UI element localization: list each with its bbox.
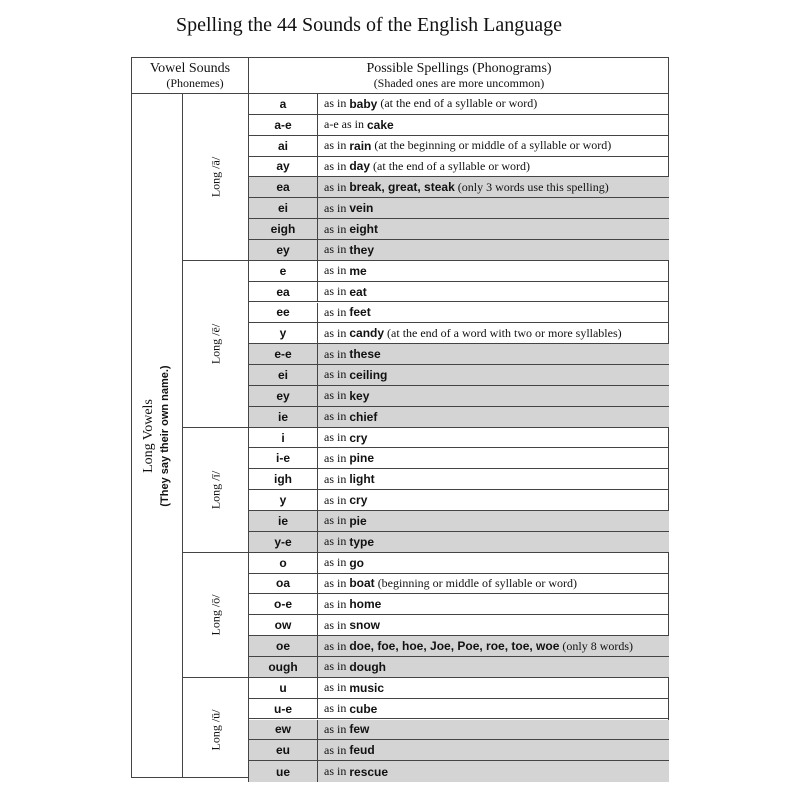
example-word: cube	[349, 701, 378, 716]
table-row	[249, 407, 669, 428]
group-label: Long /ō/	[208, 594, 223, 636]
example-prefix: as in	[324, 471, 347, 486]
example-cell	[324, 365, 390, 385]
example-prefix: as in	[324, 450, 347, 465]
table-row	[249, 428, 669, 449]
example-prefix: as in	[324, 200, 347, 215]
table-row	[249, 344, 669, 365]
phonogram-cell: oe	[249, 636, 318, 656]
example-prefix: as in	[324, 742, 347, 757]
example-prefix: as in	[324, 221, 347, 236]
example-word: candy	[349, 326, 385, 341]
phonogram-cell: y-e	[249, 532, 318, 552]
table-row	[249, 198, 669, 219]
example-prefix: as in	[324, 638, 347, 653]
table-row	[249, 136, 669, 157]
example-prefix: as in	[324, 304, 347, 319]
example-cell	[324, 94, 537, 114]
phonogram-cell: ai	[249, 136, 318, 156]
example-prefix: as in	[324, 555, 347, 570]
example-prefix: as in	[324, 492, 347, 507]
group-label-cell	[183, 553, 249, 678]
example-word: dough	[349, 659, 386, 674]
table-row	[249, 761, 669, 782]
phonogram-cell: y	[249, 323, 318, 343]
example-word: music	[349, 680, 385, 695]
example-prefix: as in	[324, 158, 347, 173]
example-note: (only 8 words)	[562, 638, 634, 653]
example-cell	[324, 115, 397, 135]
example-prefix: as in	[324, 575, 347, 590]
example-cell	[324, 553, 367, 573]
example-prefix: as in	[324, 388, 347, 403]
group-label-cell	[183, 678, 249, 782]
phonogram-cell: ew	[249, 720, 318, 740]
example-cell	[324, 323, 622, 343]
example-prefix: as in	[324, 263, 347, 278]
phonogram-cell: y	[249, 490, 318, 510]
phonogram-cell: ue	[249, 761, 318, 782]
page-title: Spelling the 44 Sounds of the English Language	[175, 14, 563, 36]
example-prefix: as in	[324, 325, 347, 340]
example-prefix: as in	[324, 513, 347, 528]
phonogram-cell: ee	[249, 303, 318, 323]
example-prefix: as in	[324, 96, 347, 111]
phonogram-cell: u-e	[249, 699, 318, 719]
phonogram-cell: ay	[249, 157, 318, 177]
example-prefix: as in	[324, 596, 347, 611]
example-prefix: as in	[324, 179, 347, 194]
phonogram-table	[131, 57, 669, 778]
long-vowels-sublabel: (They say their own name.)	[159, 365, 171, 507]
phonogram-cell: e	[249, 261, 318, 281]
phonogram-cell: ie	[249, 407, 318, 427]
example-word: chief	[349, 409, 378, 424]
phonogram-cell: ey	[249, 386, 318, 406]
example-word: feud	[349, 743, 375, 758]
table-row	[249, 699, 669, 720]
example-prefix: as in	[324, 367, 347, 382]
phonogram-cell: o	[249, 553, 318, 573]
table-row	[249, 448, 669, 469]
example-prefix: as in	[324, 430, 347, 445]
example-cell	[324, 240, 377, 260]
example-prefix: as in	[324, 659, 347, 674]
example-cell	[324, 657, 389, 677]
example-cell	[324, 177, 609, 197]
example-word: cake	[366, 117, 394, 132]
example-cell	[324, 490, 370, 510]
vowel-sounds-header	[132, 58, 249, 94]
example-word: doe, foe, hoe, Joe, Poe, roe, toe, woe	[349, 639, 560, 654]
example-note: (at the beginning or middle of a syllable or word)	[374, 138, 612, 153]
table-row	[249, 157, 669, 178]
example-cell	[324, 282, 370, 302]
table-row	[249, 94, 669, 115]
phonogram-cell: ie	[249, 511, 318, 531]
phonogram-cell: ei	[249, 198, 318, 218]
table-row	[249, 720, 669, 741]
phonogram-cell: a	[249, 94, 318, 114]
phonogram-cell: ei	[249, 365, 318, 385]
group-label: Long /ū/	[208, 709, 223, 751]
example-cell	[324, 594, 384, 614]
example-cell	[324, 261, 370, 281]
group-label: Long /ī/	[208, 470, 223, 509]
phonogram-cell: e-e	[249, 344, 318, 364]
example-cell	[324, 303, 374, 323]
example-word: eight	[349, 222, 379, 237]
example-cell	[324, 532, 377, 552]
table-row	[249, 261, 669, 282]
example-prefix: as in	[324, 701, 347, 716]
example-note: (at the end of a syllable or word)	[373, 158, 530, 173]
phonogram-cell: ow	[249, 615, 318, 635]
long-vowels-column	[132, 94, 183, 778]
example-cell	[324, 761, 391, 782]
phonogram-cell: igh	[249, 469, 318, 489]
example-word: they	[349, 242, 375, 257]
example-cell	[324, 198, 376, 218]
example-word: me	[349, 263, 367, 278]
phonogram-cell: a-e	[249, 115, 318, 135]
group-label-cell	[183, 94, 249, 261]
example-prefix: as in	[324, 409, 347, 424]
table-row	[249, 490, 669, 511]
example-prefix: as in	[324, 721, 347, 736]
phonogram-cell: u	[249, 678, 318, 698]
example-word: vein	[349, 201, 374, 216]
example-word: snow	[349, 618, 381, 633]
table-row	[249, 386, 669, 407]
table-row	[249, 177, 669, 198]
example-prefix: as in	[324, 764, 347, 779]
example-word: break, great, steak	[349, 180, 455, 195]
table-row	[249, 532, 669, 553]
phonogram-cell: i-e	[249, 448, 318, 468]
example-word: type	[349, 534, 375, 549]
table-row	[249, 511, 669, 532]
example-cell	[324, 699, 380, 719]
example-word: rescue	[349, 764, 389, 779]
example-word: few	[349, 722, 370, 737]
example-word: ceiling	[349, 367, 388, 382]
table-row	[249, 282, 669, 303]
example-word: pine	[349, 451, 375, 466]
table-row	[249, 615, 669, 636]
example-word: day	[349, 159, 371, 174]
example-cell	[324, 615, 383, 635]
table-row	[249, 303, 669, 324]
example-word: cry	[349, 430, 368, 445]
phonogram-cell: ea	[249, 177, 318, 197]
example-word: feet	[349, 305, 371, 320]
example-cell	[324, 136, 611, 156]
phonogram-cell: eigh	[249, 219, 318, 239]
example-word: eat	[349, 284, 367, 299]
table-row	[249, 365, 669, 386]
example-cell	[324, 386, 372, 406]
example-cell	[324, 511, 370, 531]
phonemes-label: (Phonemes)	[166, 76, 224, 90]
phonogram-cell: o-e	[249, 594, 318, 614]
table-row	[249, 678, 669, 699]
example-word: light	[349, 472, 375, 487]
example-word: home	[349, 597, 382, 612]
phonogram-cell: ea	[249, 282, 318, 302]
table-row	[249, 657, 669, 678]
example-word: go	[349, 555, 365, 570]
example-prefix: as in	[324, 534, 347, 549]
vowel-sounds-label: Vowel Sounds	[149, 61, 231, 76]
phonogram-cell: eu	[249, 740, 318, 760]
example-cell	[324, 219, 381, 239]
example-word: cry	[349, 493, 368, 508]
example-prefix: as in	[324, 284, 347, 299]
example-prefix: a-e as in	[324, 117, 364, 132]
table-row	[249, 323, 669, 344]
example-cell	[324, 636, 633, 656]
example-word: these	[349, 347, 381, 362]
example-cell	[324, 344, 384, 364]
example-cell	[324, 720, 372, 740]
example-cell	[324, 448, 377, 468]
example-cell	[324, 678, 387, 698]
phonogram-cell: oa	[249, 574, 318, 594]
table-row	[249, 469, 669, 490]
example-prefix: as in	[324, 346, 347, 361]
example-word: boat	[349, 576, 375, 591]
shaded-note: (Shaded ones are more uncommon)	[373, 76, 545, 90]
table-row	[249, 553, 669, 574]
long-vowels-label: Long Vowels	[141, 399, 156, 473]
phonogram-cell: i	[249, 428, 318, 448]
phonogram-cell: ey	[249, 240, 318, 260]
example-cell	[324, 407, 380, 427]
example-cell	[324, 740, 378, 760]
example-note: (at the end of a syllable or word)	[380, 96, 538, 111]
table-row	[249, 740, 669, 761]
possible-spellings-header	[249, 58, 669, 94]
example-cell	[324, 157, 530, 177]
example-note: (only 3 words use this spelling)	[457, 179, 609, 194]
example-note: (beginning or middle of syllable or word)	[377, 575, 577, 590]
example-prefix: as in	[324, 680, 347, 695]
table-row	[249, 636, 669, 657]
example-cell	[324, 469, 378, 489]
possible-spellings-label: Possible Spellings (Phonograms)	[366, 61, 552, 76]
example-prefix: as in	[324, 242, 347, 257]
table-row	[249, 240, 669, 261]
group-label: Long /ē/	[208, 323, 223, 364]
table-row	[249, 115, 669, 136]
example-prefix: as in	[324, 138, 347, 153]
example-prefix: as in	[324, 617, 347, 632]
phonogram-cell: ough	[249, 657, 318, 677]
example-note: (at the end of a word with two or more syllables)	[387, 325, 622, 340]
example-word: key	[349, 388, 370, 403]
example-word: pie	[349, 513, 367, 528]
rows-container	[249, 94, 669, 778]
example-cell	[324, 574, 577, 594]
table-row	[249, 594, 669, 615]
group-label: Long /ā/	[208, 156, 223, 198]
long-vowels-label-block	[140, 365, 174, 506]
table-row	[249, 574, 669, 595]
example-word: rain	[349, 138, 372, 153]
group-label-cell	[183, 261, 249, 428]
example-word: baby	[349, 96, 378, 111]
example-cell	[324, 428, 370, 448]
group-label-cell	[183, 428, 249, 553]
table-row	[249, 219, 669, 240]
